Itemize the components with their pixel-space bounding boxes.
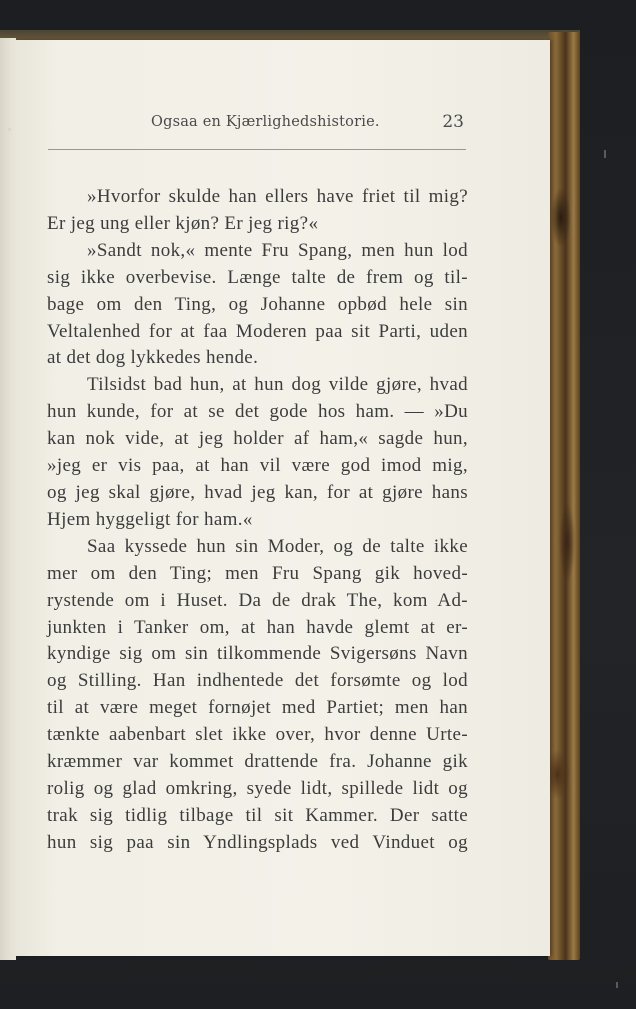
text-line: junkten i Tanker om, at han havde glemt at er- bbox=[47, 616, 468, 638]
marbled-cover-edge bbox=[548, 32, 580, 960]
text-line: »Sandt nok,« mente Fru Spang, men hun lod bbox=[87, 239, 468, 261]
text-line: Veltalenhed for at faa Moderen paa sit Parti, uden bbox=[47, 320, 468, 342]
text-line: »Hvorfor skulde han ellers have friet til mig? bbox=[87, 186, 468, 207]
text-line: bage om den Ting, og Johanne opbød hele sin bbox=[47, 293, 468, 315]
body-text bbox=[47, 184, 468, 857]
text-line: og jeg skal gjøre, hvad jeg kan, for at gjøre hans bbox=[47, 481, 468, 503]
text-line: hun sig paa sin Yndlingsplads ved Vinduet og bbox=[47, 831, 468, 853]
scan-mark bbox=[8, 128, 11, 131]
text-line: trak sig tidlig tilbage til sit Kammer. Der satte bbox=[47, 804, 468, 826]
text-line: kan nok vide, at jeg holder af ham,« sagde hun, bbox=[47, 428, 468, 450]
text-line: Er jeg ung eller kjøn? Er jeg rig?« bbox=[47, 212, 319, 234]
text-line: rystende om i Huset. Da de drak The, kom Ad- bbox=[47, 589, 468, 611]
text-line: kyndige sig om sin tilkommende Svigersøns Navn bbox=[47, 643, 468, 665]
text-line: Hjem hyggeligt for ham.« bbox=[47, 508, 253, 530]
text-line: Saa kyssede hun sin Moder, og de talte ikke bbox=[87, 535, 468, 557]
page-number: 23 bbox=[442, 112, 464, 132]
text-line: til at være meget fornøjet med Partiet; men han bbox=[47, 697, 468, 719]
text-line: at det dog lykkedes hende. bbox=[47, 347, 259, 369]
text-line: kræmmer var kommet drattende fra. Johanne gik bbox=[47, 751, 468, 773]
scan-mark bbox=[616, 982, 618, 988]
text-line: »jeg er vis paa, at han vil være god imod mig, bbox=[47, 455, 468, 477]
text-line: sig ikke overbevise. Længe talte de frem og til- bbox=[47, 266, 468, 288]
running-head-title: Ogsaa en Kjærlighedshistorie. bbox=[151, 114, 380, 130]
text-line: hun kunde, for at se det gode hos ham. — »Du bbox=[47, 401, 468, 423]
text-line: rolig og glad omkring, syede lidt, spillede lidt og bbox=[47, 777, 468, 799]
running-head bbox=[48, 112, 466, 142]
text-line: Tilsidst bad hun, at hun dog vilde gjøre, hvad bbox=[87, 374, 468, 396]
header-rule bbox=[48, 149, 466, 150]
scan-mark bbox=[604, 150, 606, 158]
text-line: tænkte aabenbart slet ikke over, hvor denne Urte- bbox=[47, 724, 468, 746]
text-line: mer om den Ting; men Fru Spang gik hoved- bbox=[47, 562, 468, 584]
text-line: og Stilling. Han indhentede det forsømte og lod bbox=[47, 670, 468, 692]
